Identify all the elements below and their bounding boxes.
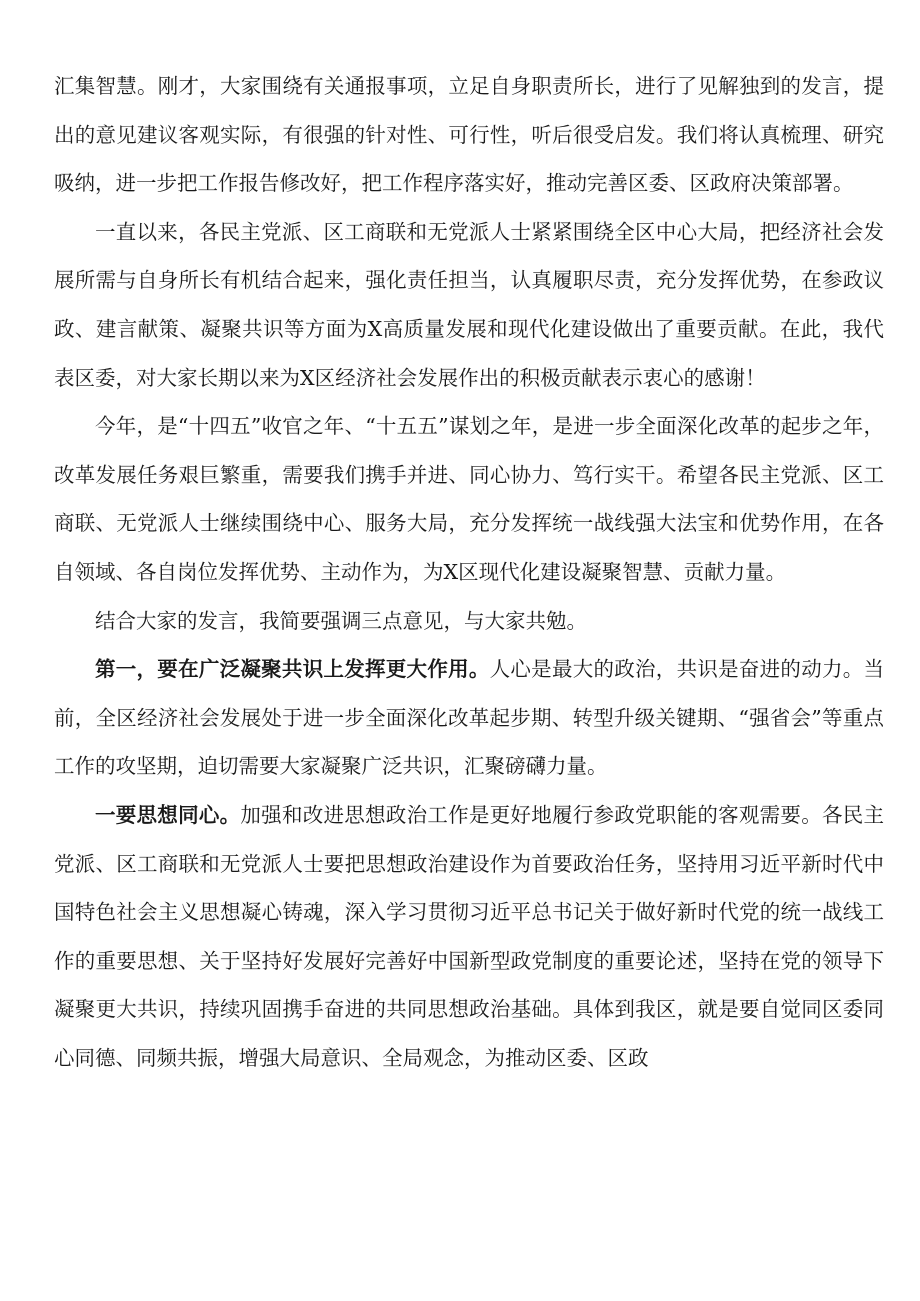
paragraph-4-text: 结合大家的发言，我简要强调三点意见，与大家共勉。	[95, 608, 587, 633]
paragraph-2-text: 一直以来，各民主党派、区工商联和无党派人士紧紧围绕全区中心大局，把经济社会发展所需与自身所长有机结合起来，强化责任担当，认真履职尽责，充分发挥优势，在参政议政、建言献策、凝聚共识等方面为X高质量发展和现代化建设做出了重要贡献。在此，我代表区委，对大家长期以来为X区经济社会发展作出的积极贡献表示衷心的感谢！	[54, 219, 884, 390]
paragraph-1-text: 汇集智慧。刚才，大家围绕有关通报事项，立足自身职责所长，进行了见解独到的发言，提出的意见建议客观实际，有很强的针对性、可行性，听后很受启发。我们将认真梳理、研究吸纳，进一步把工作报告修改好，把工作程序落实好，推动完善区委、区政府决策部署。	[54, 74, 884, 196]
paragraph-4	[54, 597, 884, 646]
paragraph-6-heading: 一要思想同心。	[95, 802, 241, 827]
document-body	[54, 62, 884, 1082]
paragraph-6	[54, 791, 884, 1083]
paragraph-5-text: 人心是最大的政治，共识是奋进的动力。当前，全区经济社会发展处于进一步全面深化改革起步期、转型升级关键期、“强省会”等重点工作的攻坚期，迫切需要大家凝聚广泛共识，汇聚磅礴力量。	[54, 657, 885, 779]
paragraph-2	[54, 208, 884, 402]
paragraph-5-heading: 第一，要在广泛凝聚共识上发挥更大作用。	[95, 657, 490, 682]
paragraph-3	[54, 402, 884, 596]
paragraph-1	[54, 62, 884, 208]
paragraph-5	[54, 645, 884, 791]
paragraph-3-text: 今年，是“十四五”收官之年、“十五五”谋划之年，是进一步全面深化改革的起步之年，改革发展任务艰巨繁重，需要我们携手并进、同心协力、笃行实干。希望各民主党派、区工商联、无党派人士继续围绕中心、服务大局，充分发挥统一战线强大法宝和优势作用，在各自领域、各自岗位发挥优势、主动作为，为X区现代化建设凝聚智慧、贡献力量。	[54, 414, 884, 584]
paragraph-6-text: 加强和改进思想政治工作是更好地履行参政党职能的客观需要。各民主党派、区工商联和无党派人士要把思想政治建设作为首要政治任务，坚持用习近平新时代中国特色社会主义思想凝心铸魂，深入学习贯彻习近平总书记关于做好新时代党的统一战线工作的重要思想、关于坚持好发展好完善好中国新型政党制度的重要论述，坚持在党的领导下凝聚更大共识，持续巩固携手奋进的共同思想政治基础。具体到我区，就是要自觉同区委同心同德、同频共振，增强大局意识、全局观念，为推动区委、区政	[54, 802, 885, 1070]
